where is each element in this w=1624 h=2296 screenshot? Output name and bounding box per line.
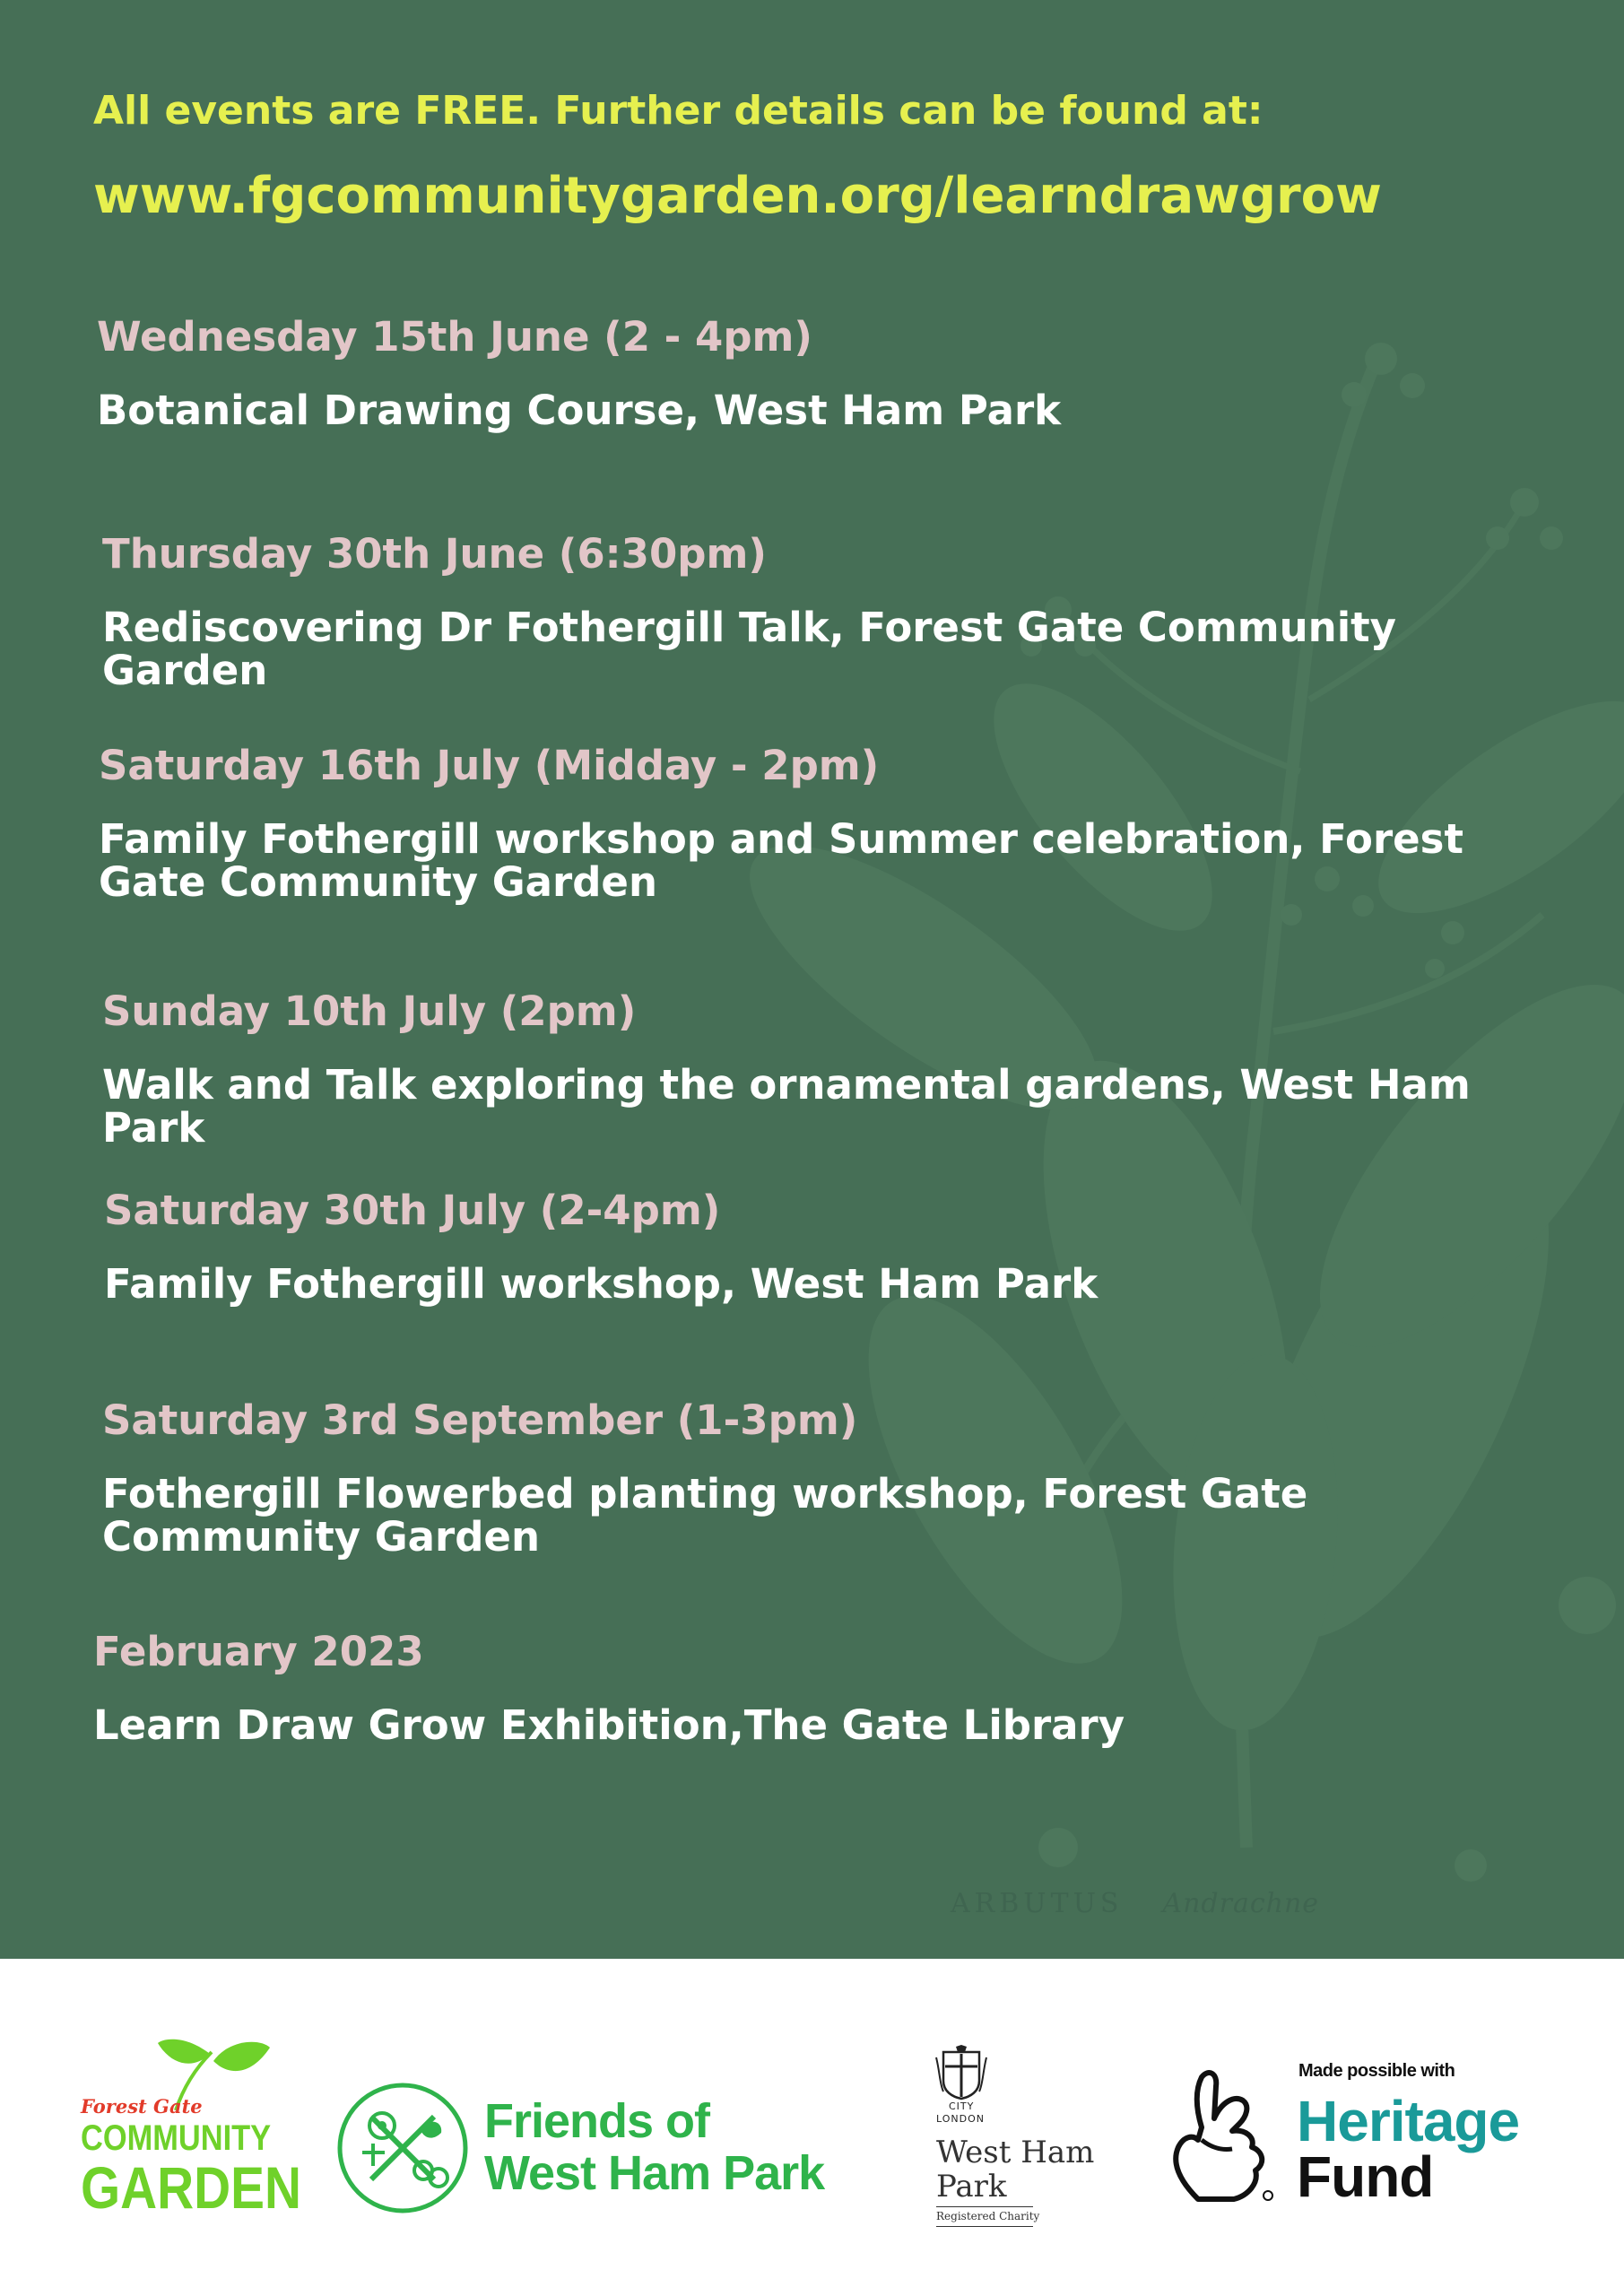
- website-link[interactable]: www.fgcommunitygarden.org/learndrawgrow: [93, 167, 1382, 225]
- free-events-notice: All events are FREE. Further details can be found at:: [93, 88, 1264, 134]
- garden-tools-emblem-icon: [335, 2081, 470, 2215]
- fowhp-line1: Friends of: [484, 2094, 710, 2148]
- event-date: Saturday 16th July (Midday - 2pm): [99, 742, 880, 789]
- event-title: Botanical Drawing Course, West Ham Park: [97, 387, 1062, 434]
- whp-registered-charity: Registered Charity: [936, 2210, 1040, 2222]
- event-title: Family Fothergill workshop and Summer celebration, Forest Gate Community Garden: [99, 815, 1463, 906]
- whp-london: LONDON: [936, 2113, 985, 2125]
- hf-heritage: Heritage: [1297, 2089, 1520, 2153]
- fgcg-community: COMMUNITY: [81, 2118, 272, 2158]
- event-1: [97, 312, 1550, 432]
- event-date: February 2023: [93, 1628, 424, 1675]
- crossed-fingers-icon: [1162, 2065, 1279, 2208]
- engraving-species: Andrachne: [1162, 1888, 1320, 1919]
- hf-made-possible: Made possible with: [1298, 2061, 1455, 2081]
- event-title: Walk and Talk exploring the ornamental gardens, West Ham Park: [102, 1061, 1471, 1152]
- event-title: Family Fothergill workshop, West Ham Park: [104, 1260, 1099, 1308]
- event-7: [93, 1627, 1546, 1747]
- event-title: Rediscovering Dr Fothergill Talk, Forest Gate Community Garden: [102, 604, 1396, 694]
- heritage-fund-logo: [1162, 2054, 1575, 2215]
- event-date: Sunday 10th July (2pm): [102, 987, 637, 1035]
- event-title: Learn Draw Grow Exhibition,The Gate Library: [93, 1701, 1125, 1749]
- whp-name-line1: West Ham: [936, 2135, 1095, 2170]
- event-5: [104, 1186, 1557, 1306]
- event-6: [102, 1396, 1555, 1559]
- forest-gate-community-garden-logo: [77, 2034, 301, 2222]
- event-3: [99, 741, 1551, 904]
- divider: [936, 2206, 1033, 2207]
- hf-fund: Fund: [1297, 2144, 1434, 2209]
- event-4: [102, 987, 1555, 1150]
- fgcg-garden: GARDEN: [81, 2154, 301, 2221]
- friends-of-west-ham-park-logo: [335, 2074, 855, 2217]
- event-date: Thursday 30th June (6:30pm): [102, 530, 767, 578]
- whp-name-line2: Park: [936, 2169, 1007, 2205]
- event-date: Saturday 3rd September (1-3pm): [102, 1396, 858, 1444]
- event-date: Saturday 30th July (2-4pm): [104, 1187, 721, 1234]
- whp-city: CITY: [949, 2100, 975, 2112]
- engraving-caption: [951, 1888, 1319, 1919]
- event-date: Wednesday 15th June (2 - 4pm): [97, 313, 813, 361]
- event-2: [102, 529, 1555, 692]
- engraving-genus: ARBUTUS: [951, 1888, 1124, 1919]
- divider: [936, 2226, 1033, 2227]
- event-title: Fothergill Flowerbed planting workshop, Forest Gate Community Garden: [102, 1470, 1308, 1561]
- fowhp-line2: West Ham Park: [484, 2146, 825, 2200]
- west-ham-park-logo: [933, 2045, 1112, 2242]
- fgcg-forest-gate: Forest Gate: [81, 2095, 203, 2118]
